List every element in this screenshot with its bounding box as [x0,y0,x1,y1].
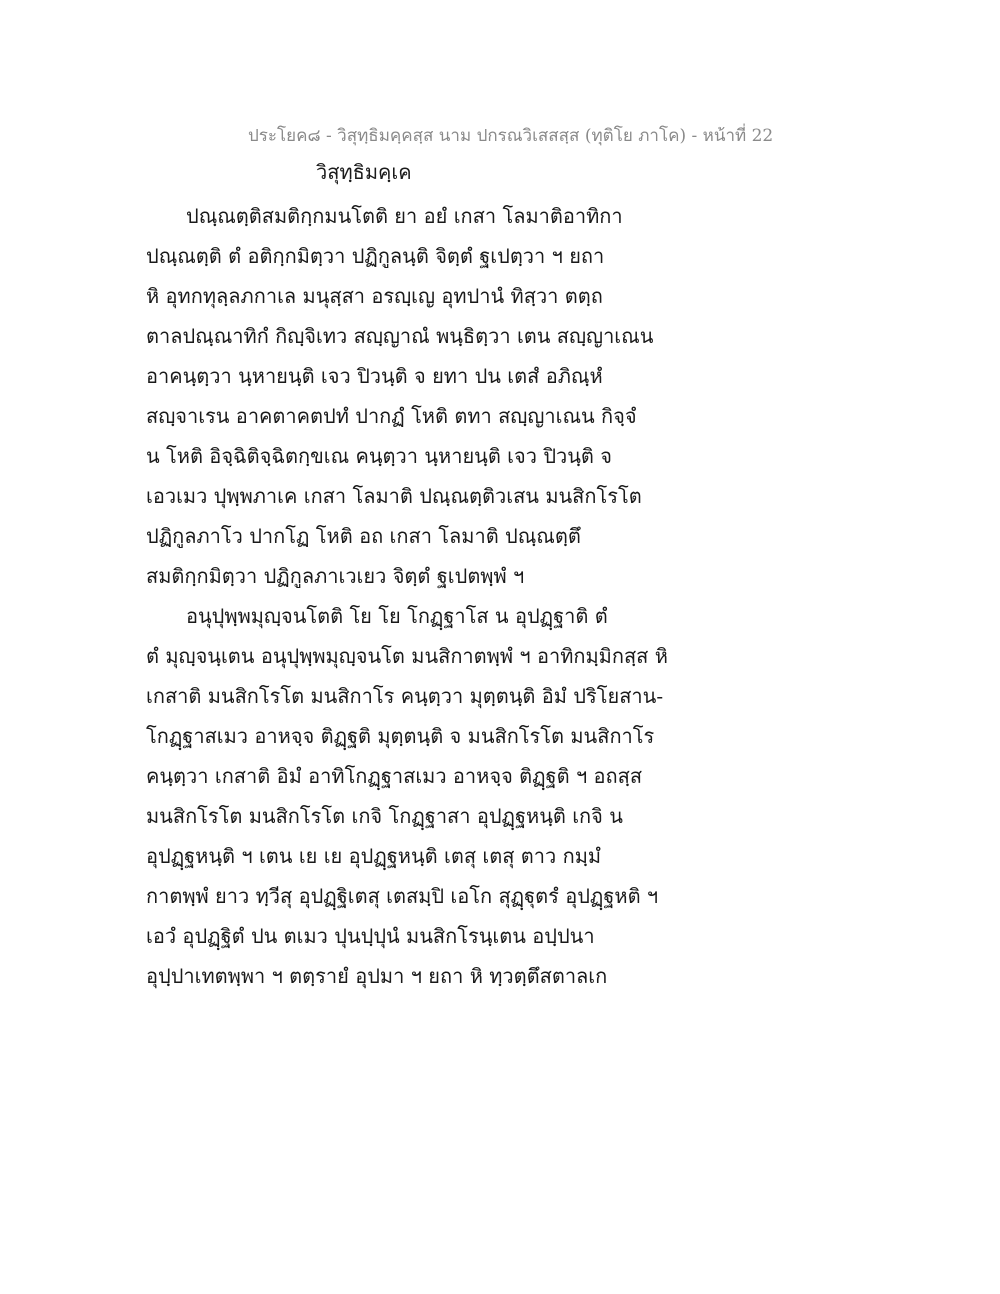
text-line: ตาลปณฺณาทิกํ กิญฺจิเทว สญฺญาณํ พนฺธิตฺวา เตน สญฺญาเณน [146,324,654,348]
text-line: กาตพฺพํ ยาว ทฺวีสุ อุปฏฺฐิเตสุ เตสมฺปิ เอโก สุฏฺฐุตรํ อุปฏฺฐหติ ฯ [146,884,659,908]
text-line: สญฺจาเรน อาคตาคตปทํ ปากฏํ โหติ ตทา สญฺญาเณน กิจฺจํ [146,404,637,428]
text-line: เกสาติ มนสิกโรโต มนสิกาโร คนฺตฺวา มุตฺตนฺติ อิมํ ปริโยสาน- [146,684,664,708]
text-line: ปณฺณตฺติสมติกฺกมนโตติ ยา อยํ เกสา โลมาติอาทิกา [186,204,623,228]
text-line: อุปฏฺฐหนฺติ ฯ เตน เย เย อุปฏฺฐหนฺติ เตสุ เตสุ ตาว กมฺมํ [146,844,602,868]
running-header: ประโยค๘ - วิสุทฺธิมคฺคสฺส นาม ปกรณวิเสสสฺส (ทุติโย ภาโค) - หน้าที่ 22 [248,126,774,146]
body-text [146,200,686,1000]
text-line: คนฺตฺวา เกสาติ อิมํ อาทิโกฏฺฐาสเมว อาหจฺจ ติฏฺฐติ ฯ อถสฺส [146,764,643,788]
text-line: โกฏฺฐาสเมว อาหจฺจ ติฏฺฐติ มุตฺตนฺติ จ มนสิกโรโต มนสิกาโร [146,724,655,748]
text-line: หิ อุทกทุลฺลภกาเล มนุสฺสา อรญฺเญ อุทปานํ ทิสฺวา ตตฺถ [146,284,603,308]
text-line: ตํ มุญฺจนฺเตน อนุปุพฺพมุญฺจนโต มนสิกาตพฺพํ ฯ อาทิกมฺมิกสฺส หิ [146,644,668,668]
text-line: ปณฺณตฺติ ตํ อติกฺกมิตฺวา ปฏิกูลนฺติ จิตฺตํ ฐเปตฺวา ฯ ยถา [146,244,605,268]
text-line: น โหติ อิจฺฉิติจฺฉิตกฺขเณ คนฺตฺวา นฺหายนฺติ เจว ปิวนฺติ จ [146,444,612,468]
text-line: มนสิกโรโต มนสิกโรโต เกจิ โกฏฺฐาสา อุปฏฺฐหนฺติ เกจิ น [146,804,623,828]
text-line: อุปฺปาเทตพฺพา ฯ ตตฺรายํ อุปมา ฯ ยถา หิ ทฺวตฺตึสตาลเก [146,964,608,988]
text-line: เอวํ อุปฏฺฐิตํ ปน ตเมว ปุนปฺปุนํ มนสิกโรนฺเตน อปฺปนา [146,924,595,948]
text-line: อนุปุพฺพมุญฺจนโตติ โย โย โกฏฺฐาโส น อุปฏฺฐาติ ตํ [186,604,608,628]
text-line: สมติกฺกมิตฺวา ปฏิกูลภาเวเยว จิตฺตํ ฐเปตพฺพํ ฯ [146,564,525,588]
section-title: วิสุทฺธิมคฺเค [316,160,412,184]
text-line: อาคนฺตฺวา นฺหายนฺติ เจว ปิวนฺติ จ ยทา ปน เตสํ อภิณฺหํ [146,364,603,388]
text-line: เอวเมว ปุพฺพภาเค เกสา โลมาติ ปณฺณตฺติวเสน มนสิกโรโต [146,484,642,508]
text-line: ปฏิกูลภาโว ปากโฏ โหติ อถ เกสา โลมาติ ปณฺณตฺตึ [146,524,581,548]
